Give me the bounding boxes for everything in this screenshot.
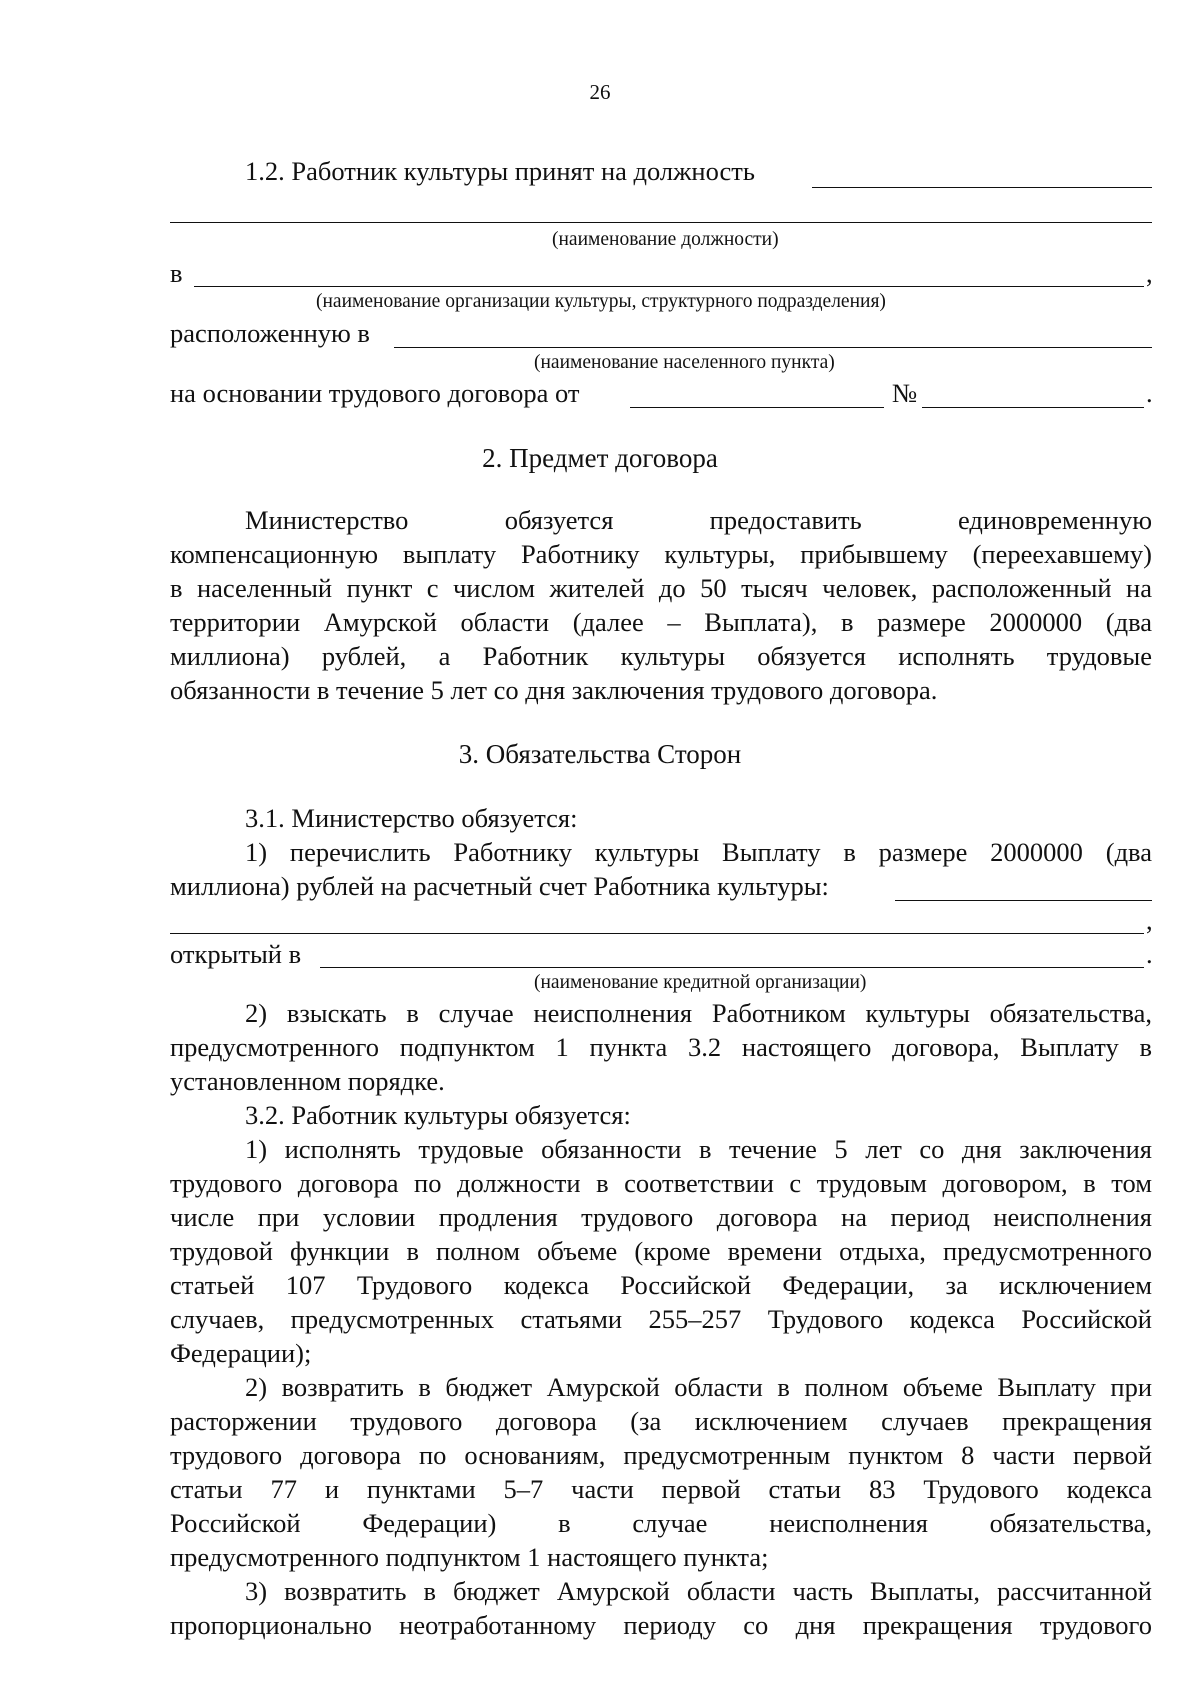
location-blank (394, 347, 1152, 348)
organization-caption: (наименование организации культуры, структурного подразделения) (316, 291, 886, 312)
section-3-heading: 3. Обязательства Сторон (458, 739, 742, 769)
item-3-2-1-line: Федерации); (170, 1338, 312, 1368)
contract-basis-prefix: на основании трудового договора от (170, 378, 580, 408)
item-3-2-2-line: 2) возвратить в бюджет Амурской области в полном объеме Выплату при (245, 1372, 1152, 1402)
item-3-2-1-line: трудовой функции в полном объеме (кроме времени отдыха, предусмотренного (170, 1236, 1152, 1266)
item-3-2-3-line: пропорционально неотработанному периоду со дня прекращения трудового (170, 1610, 1152, 1640)
item-3-2-1-line: статьей 107 Трудового кодекса Российской Федерации, за исключением (170, 1270, 1152, 1300)
item-3-2-1-line: трудового договора по должности в соответствии с трудовым договором, в том (170, 1168, 1152, 1198)
location-prefix: расположенную в (170, 318, 370, 348)
organization-comma: , (1146, 258, 1153, 288)
contract-dot: . (1146, 378, 1153, 408)
section-2-line: обязанности в течение 5 лет со дня заключения трудового договора. (170, 675, 938, 705)
item-3-2-2-line: трудового договора по основаниям, предусмотренным пунктом 8 части первой (170, 1440, 1152, 1470)
item-3-2-2-line: статьи 77 и пунктами 5–7 части первой статьи 83 Трудового кодекса (170, 1474, 1152, 1504)
organization-prefix: в (170, 258, 183, 288)
position-line: 1.2. Работник культуры принят на должность (245, 156, 755, 186)
page-number: 26 (589, 80, 611, 104)
bank-caption: (наименование кредитной организации) (534, 972, 867, 993)
item-3-1-1-line: 1) перечислить Работнику культуры Выплату в размере 2000000 (два (245, 837, 1152, 867)
item-3-1-2-line: предусмотренного подпунктом 1 пункта 3.2 настоящего договора, Выплату в (170, 1032, 1152, 1062)
position-blank (812, 187, 1152, 188)
organization-blank (194, 286, 1144, 287)
item-3-1-1-line: миллиона) рублей на расчетный счет Работника культуры: (170, 871, 829, 901)
position-blank-full (170, 222, 1152, 223)
item-3-1: 3.1. Министерство обязуется: (245, 803, 578, 833)
account-blank-full (170, 933, 1144, 934)
item-3-2-3-line: 3) возвратить в бюджет Амурской области часть Выплаты, рассчитанной (245, 1576, 1152, 1606)
section-2-heading: 2. Предмет договора (482, 443, 718, 473)
item-3-2-2-line: Российской Федерации) в случае неисполнения обязательства, (170, 1508, 1152, 1538)
item-3-1-2-line: 2) взыскать в случае неисполнения Работником культуры обязательства, (245, 998, 1152, 1028)
section-2-line: в населенный пункт с числом жителей до 50 тысяч человек, расположенный на (170, 573, 1152, 603)
account-comma: , (1146, 905, 1153, 935)
contract-date-blank (630, 407, 884, 408)
item-3-2-2-line: предусмотренного подпунктом 1 настоящего пункта; (170, 1542, 769, 1572)
contract-number-sign: № (892, 378, 918, 408)
item-3-2-1-line: 1) исполнять трудовые обязанности в течение 5 лет со дня заключения (245, 1134, 1152, 1164)
item-3-2: 3.2. Работник культуры обязуется: (245, 1100, 631, 1130)
item-3-2-2-line: расторжении трудового договора (за исключением случаев прекращения (170, 1406, 1152, 1436)
section-2-line: компенсационную выплату Работнику культуры, прибывшему (переехавшему) (170, 539, 1152, 569)
position-caption: (наименование должности) (552, 229, 779, 250)
location-caption: (наименование населенного пункта) (534, 352, 835, 373)
section-2-line: Министерство обязуется предоставить единовременную (245, 505, 1152, 535)
item-3-1-2-line: установленном порядке. (170, 1066, 445, 1096)
section-2-line: миллиона) рублей, а Работник культуры обязуется исполнять трудовые (170, 641, 1152, 671)
contract-number-blank (922, 407, 1144, 408)
account-blank (895, 900, 1152, 901)
section-2-line: территории Амурской области (далее – Выплата), в размере 2000000 (два (170, 607, 1152, 637)
item-3-2-1-line: случаев, предусмотренных статьями 255–257 Трудового кодекса Российской (170, 1304, 1152, 1334)
bank-blank (320, 967, 1144, 968)
bank-dot: . (1146, 939, 1153, 969)
item-3-2-1-line: числе при условии продления трудового договора на период неисполнения (170, 1202, 1152, 1232)
bank-prefix: открытый в (170, 939, 302, 969)
